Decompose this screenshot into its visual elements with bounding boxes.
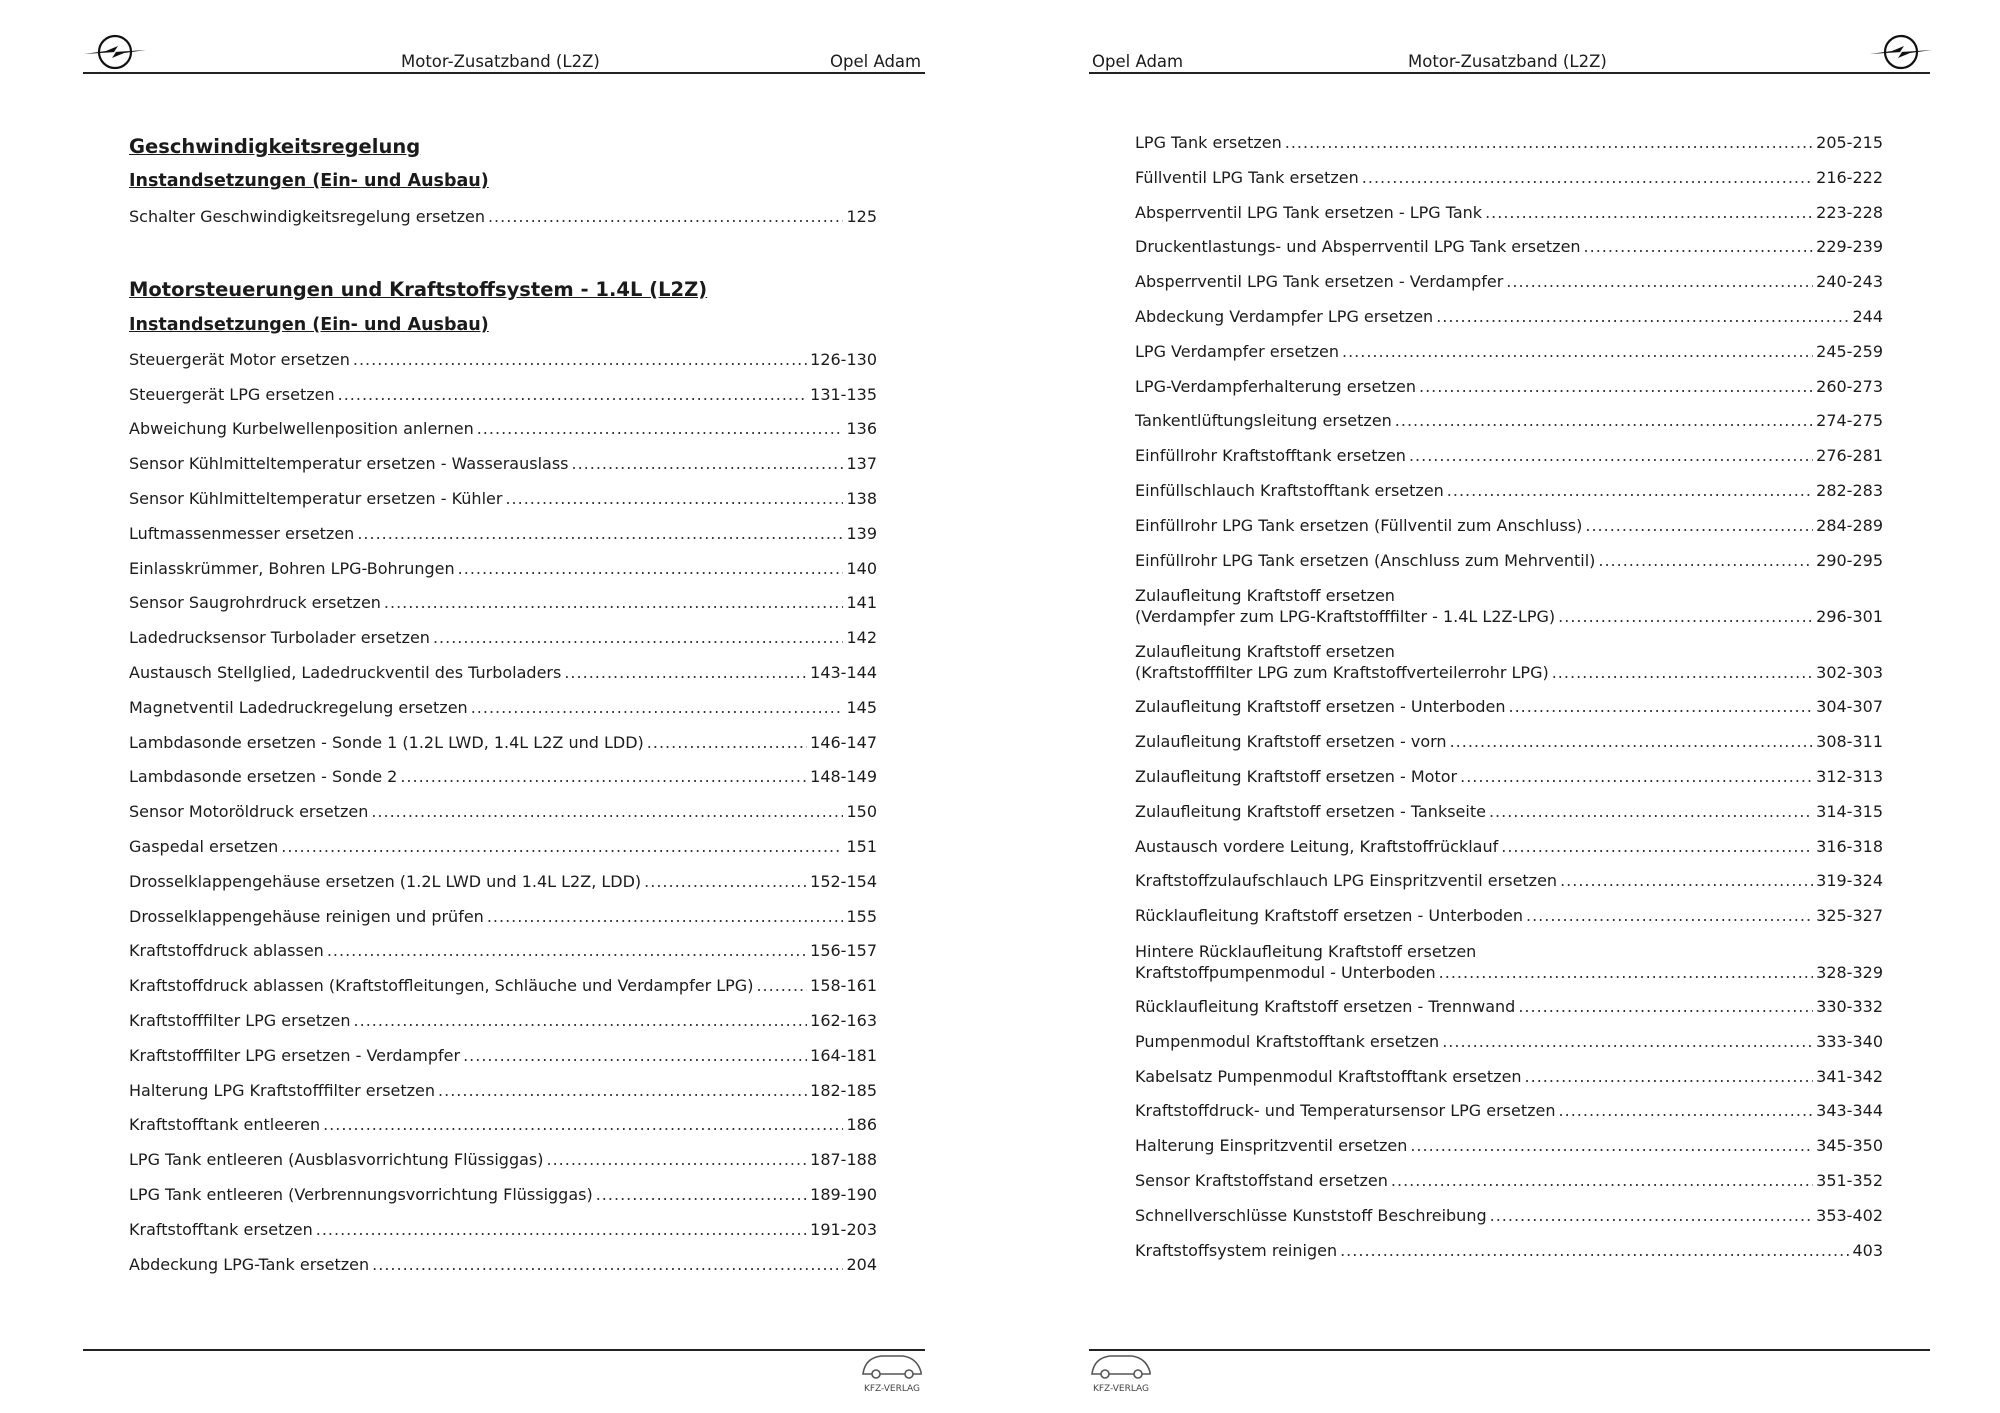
toc-entry[interactable] — [1135, 544, 1883, 579]
dot-leader — [357, 517, 843, 552]
dot-leader — [463, 1039, 807, 1074]
toc-entry[interactable] — [1135, 1164, 1883, 1199]
toc-entry-page: 136 — [846, 419, 877, 439]
toc-entry-title: Schalter Geschwindigkeitsregelung ersetzen — [129, 207, 485, 226]
toc-entry-page: 345-350 — [1816, 1136, 1883, 1156]
dot-leader — [1509, 690, 1814, 725]
toc-entry-page: 245-259 — [1816, 341, 1883, 361]
toc-entry[interactable] — [129, 1178, 877, 1213]
toc-entry-page: 403 — [1852, 1240, 1883, 1260]
toc-entry-page: 137 — [846, 454, 877, 474]
dot-leader — [571, 447, 843, 482]
toc-list — [1135, 126, 1883, 1268]
toc-entry-title: Sensor Motoröldruck ersetzen — [129, 802, 369, 822]
toc-entry-page: 333-340 — [1816, 1031, 1883, 1051]
toc-entry-page: 182-185 — [810, 1080, 877, 1100]
toc-entry[interactable] — [129, 830, 877, 865]
toc-entry-page: 308-311 — [1816, 732, 1883, 752]
toc-list — [129, 343, 877, 1283]
dot-leader — [1410, 1129, 1813, 1164]
toc-entry-title: Kraftstoffdruck ablassen (Kraftstoffleitungen, Schläuche und Verdampfer LPG) — [129, 976, 754, 996]
dot-leader — [1342, 335, 1813, 370]
toc-entry-page: 125 — [846, 207, 877, 226]
toc-entry-page: 319-324 — [1816, 871, 1883, 891]
header-rule — [83, 72, 925, 74]
footer-logo-text: KFZ-VERLAG — [1092, 1384, 1150, 1394]
toc-entry[interactable] — [1135, 795, 1883, 830]
toc-entry[interactable] — [129, 200, 877, 235]
toc-entry-page: 296-301 — [1816, 607, 1883, 627]
toc-entry-page: 304-307 — [1816, 697, 1883, 717]
toc-entry-title: LPG Tank entleeren (Ausblasvorrichtung Flüssiggas) — [129, 1150, 544, 1170]
toc-entry-page: 205-215 — [1816, 133, 1883, 152]
toc-entry-title: Einlasskrümmer, Bohren LPG-Bohrungen — [129, 558, 455, 578]
header-rule — [1089, 72, 1930, 74]
toc-entry-title: Druckentlastungs- und Absperrventil LPG Tank ersetzen — [1135, 237, 1581, 257]
toc-entry-title-line1: Zulaufleitung Kraftstoff ersetzen — [1135, 586, 1395, 606]
toc-entry-title: Lambdasonde ersetzen - Sonde 1 (1.2L LWD, 1.4L L2Z und LDD) — [129, 732, 644, 752]
toc-entry-page: 330-332 — [1816, 996, 1883, 1016]
toc-entry-title: Zulaufleitung Kraftstoff ersetzen - Tankseite — [1135, 801, 1486, 821]
toc-entry-title: Einfüllrohr LPG Tank ersetzen (Anschluss zum Mehrventil) — [1135, 550, 1596, 570]
toc-entry-page: 328-329 — [1816, 962, 1883, 982]
toc-entry-title: Kraftstoffzulaufschlauch LPG Einspritzventil ersetzen — [1135, 871, 1558, 891]
toc-entry[interactable] — [1135, 578, 1883, 634]
section-title: Geschwindigkeitsregelung — [129, 135, 421, 158]
toc-entry[interactable] — [1135, 1060, 1883, 1095]
toc-entry-page: 155 — [846, 906, 877, 926]
toc-entry[interactable] — [129, 1213, 877, 1248]
toc-entry-title: Luftmassenmesser ersetzen — [129, 523, 355, 543]
toc-entry-title: Absperrventil LPG Tank ersetzen - Verdampfer — [1135, 272, 1504, 292]
toc-entry-title: Einfüllrohr Kraftstofftank ersetzen — [1135, 446, 1406, 466]
toc-entry[interactable] — [129, 656, 877, 691]
toc-entry[interactable] — [1135, 1129, 1883, 1164]
toc-entry-page: 139 — [846, 523, 877, 543]
right-page — [1000, 0, 2000, 1413]
toc-entry-page: 186 — [846, 1115, 877, 1135]
dot-leader — [338, 378, 808, 413]
dot-leader — [487, 900, 844, 935]
toc-entry-title: Sensor Kraftstoffstand ersetzen — [1135, 1170, 1388, 1190]
toc-entry-title: Kraftstoffdruck ablassen — [129, 941, 324, 961]
opel-blitz-logo-icon — [1870, 32, 1932, 72]
toc-entry-page: 145 — [846, 697, 877, 717]
toc-entry-title: Magnetventil Ladedruckregelung ersetzen — [129, 697, 468, 717]
toc-entry[interactable] — [129, 726, 877, 761]
dot-leader — [756, 969, 807, 1004]
header-model: Opel Adam — [830, 52, 922, 71]
dot-leader — [1525, 1060, 1814, 1095]
toc-entry-title: (Kraftstofffilter LPG zum Kraftstoffverteilerrohr LPG) — [1135, 663, 1549, 683]
toc-entry[interactable] — [129, 343, 877, 378]
toc-entry-page: 148-149 — [810, 767, 877, 787]
toc-entry[interactable] — [129, 795, 877, 830]
toc-entry[interactable] — [1135, 230, 1883, 265]
dot-leader — [323, 1108, 843, 1143]
toc-entry-page: 140 — [846, 558, 877, 578]
toc-entry-title: Gaspedal ersetzen — [129, 836, 279, 856]
toc-entry[interactable] — [129, 1074, 877, 1109]
toc-entry-title: Zulaufleitung Kraftstoff ersetzen - Motor — [1135, 766, 1458, 786]
toc-entry-page: 325-327 — [1816, 906, 1883, 926]
toc-entry-title: Abdeckung Verdampfer LPG ersetzen — [1135, 306, 1434, 326]
dot-leader — [1585, 509, 1813, 544]
toc-entry-page: 162-163 — [810, 1010, 877, 1030]
toc-entry-page: 189-190 — [810, 1184, 877, 1204]
toc-entry-title: LPG Tank entleeren (Verbrennungsvorrichtung Flüssiggas) — [129, 1184, 593, 1204]
toc-entry-title: Zulaufleitung Kraftstoff ersetzen - vorn — [1135, 732, 1447, 752]
dot-leader — [1552, 662, 1813, 683]
dot-leader — [1598, 544, 1813, 579]
toc-entry-title: Steuergerät LPG ersetzen — [129, 384, 335, 404]
toc-entry-page: 187-188 — [810, 1150, 877, 1170]
toc-entry-title: Kabelsatz Pumpenmodul Kraftstofftank ersetzen — [1135, 1066, 1522, 1086]
dot-leader — [384, 586, 844, 621]
toc-entry-title: Kraftstofftank ersetzen — [129, 1219, 313, 1239]
toc-entry-page: 351-352 — [1816, 1170, 1883, 1190]
toc-entry-title: Schnellverschlüsse Kunststoff Beschreibung — [1135, 1205, 1487, 1225]
toc-entry[interactable] — [129, 517, 877, 552]
toc-entry-page: 274-275 — [1816, 411, 1883, 431]
toc-entry-page: 353-402 — [1816, 1205, 1883, 1225]
toc-entry-page: 314-315 — [1816, 801, 1883, 821]
toc-entry-page: 282-283 — [1816, 480, 1883, 500]
toc-entry[interactable] — [1135, 161, 1883, 196]
dot-leader — [1285, 126, 1813, 161]
toc-entry-page: 138 — [846, 488, 877, 508]
toc-entry-title: Sensor Kühlmitteltemperatur ersetzen - Wasserauslass — [129, 454, 569, 474]
toc-entry-page: 150 — [846, 802, 877, 822]
dot-leader — [1489, 795, 1813, 830]
dot-leader — [488, 200, 843, 235]
toc-entry-title: Kraftstofffilter LPG ersetzen — [129, 1010, 351, 1030]
toc-entry[interactable] — [1135, 864, 1883, 899]
toc-entry[interactable] — [129, 1143, 877, 1178]
toc-entry-title: Kraftstofffilter LPG ersetzen - Verdampfer — [129, 1045, 461, 1065]
toc-entry[interactable] — [129, 934, 877, 969]
toc-entry-title: Steuergerät Motor ersetzen — [129, 349, 350, 369]
toc-entry-page: 143-144 — [810, 662, 877, 682]
toc-entry[interactable] — [129, 378, 877, 413]
toc-entry-title: Halterung LPG Kraftstofffilter ersetzen — [129, 1080, 436, 1100]
toc-entry-title: Drosselklappengehäuse reinigen und prüfen — [129, 906, 484, 926]
toc-entry[interactable] — [129, 691, 877, 726]
toc-entry[interactable] — [1135, 1234, 1883, 1269]
toc-entry[interactable] — [129, 760, 877, 795]
toc-entry[interactable] — [1135, 439, 1883, 474]
toc-entry[interactable] — [129, 1108, 877, 1143]
toc-entry[interactable] — [1135, 830, 1883, 865]
dot-leader — [1558, 606, 1813, 627]
toc-entry[interactable] — [129, 552, 877, 587]
toc-entry-title: Pumpenmodul Kraftstofftank ersetzen — [1135, 1031, 1440, 1051]
toc-entry-page: 126-130 — [810, 349, 877, 369]
dot-leader — [1419, 370, 1813, 405]
toc-entry[interactable] — [1135, 760, 1883, 795]
toc-entry[interactable] — [1135, 1025, 1883, 1060]
toc-entry-page: 284-289 — [1816, 515, 1883, 535]
toc-entry[interactable] — [129, 1248, 877, 1283]
toc-entry-page: 152-154 — [810, 871, 877, 891]
dot-leader — [647, 726, 807, 761]
dot-leader — [316, 1213, 807, 1248]
toc-entry-page: 290-295 — [1816, 550, 1883, 570]
footer-logo-text: KFZ-VERLAG — [863, 1384, 921, 1394]
toc-entry-title: Sensor Kühlmitteltemperatur ersetzen - Kühler — [129, 488, 503, 508]
dot-leader — [372, 1248, 843, 1283]
toc-right — [1135, 126, 1883, 1268]
toc-entry-page: 156-157 — [810, 941, 877, 961]
dot-leader — [1362, 161, 1813, 196]
toc-entry-title: Lambdasonde ersetzen - Sonde 2 — [129, 767, 398, 787]
toc-entry[interactable] — [129, 1039, 877, 1074]
toc-entry[interactable] — [1135, 509, 1883, 544]
dot-leader — [1559, 1094, 1814, 1129]
toc-entry-title: LPG-Verdampferhalterung ersetzen — [1135, 376, 1416, 396]
dot-leader — [1439, 962, 1814, 983]
car-outline-icon — [859, 1350, 925, 1380]
footer-rule — [1089, 1349, 1930, 1351]
toc-entry[interactable] — [1135, 335, 1883, 370]
dot-leader — [1560, 864, 1813, 899]
toc-entry-title: LPG Verdampfer ersetzen — [1135, 341, 1339, 361]
toc-entry-title: Austausch vordere Leitung, Kraftstoffrücklauf — [1135, 836, 1499, 856]
toc-entry-page: 142 — [846, 628, 877, 648]
dot-leader — [477, 412, 844, 447]
toc-entry-title: Zulaufleitung Kraftstoff ersetzen - Unterboden — [1135, 697, 1506, 717]
toc-entry-page: 223-228 — [1816, 202, 1883, 222]
toc-entry-page: 316-318 — [1816, 836, 1883, 856]
toc-entry[interactable] — [129, 482, 877, 517]
toc-entry-page: 260-273 — [1816, 376, 1883, 396]
toc-entry[interactable] — [1135, 725, 1883, 760]
toc-entry[interactable] — [1135, 474, 1883, 509]
footer-logo — [1088, 1350, 1154, 1394]
toc-entry-page: 151 — [846, 836, 877, 856]
toc-entry[interactable] — [1135, 1199, 1883, 1234]
toc-entry-page: 204 — [846, 1254, 877, 1274]
toc-entry[interactable] — [1135, 404, 1883, 439]
toc-entry-page: 244 — [1852, 306, 1883, 326]
dot-leader — [1506, 265, 1813, 300]
toc-list — [129, 200, 877, 235]
toc-entry[interactable] — [1135, 1094, 1883, 1129]
toc-entry-title: Abweichung Kurbelwellenposition anlernen — [129, 419, 474, 439]
toc-entry-title: Absperrventil LPG Tank ersetzen - LPG Tank — [1135, 202, 1483, 222]
section-motorsteuerungen — [129, 273, 877, 1283]
dot-leader — [505, 482, 843, 517]
toc-entry-title: Füllventil LPG Tank ersetzen — [1135, 167, 1359, 187]
toc-entry-page: 141 — [846, 593, 877, 613]
section-title: Motorsteuerungen und Kraftstoffsystem - 1.4L (L2Z) — [129, 277, 708, 301]
toc-entry-page: 341-342 — [1816, 1066, 1883, 1086]
dot-leader — [1436, 300, 1849, 335]
toc-entry-page: 312-313 — [1816, 766, 1883, 786]
car-outline-icon — [1088, 1350, 1154, 1380]
toc-entry[interactable] — [129, 412, 877, 447]
toc-entry-page: 191-203 — [810, 1219, 877, 1239]
dot-leader — [371, 795, 843, 830]
toc-entry[interactable] — [1135, 370, 1883, 405]
dot-leader — [1490, 1199, 1814, 1234]
toc-entry-page: 131-135 — [810, 384, 877, 404]
toc-entry-title: Ladedrucksensor Turbolader ersetzen — [129, 628, 430, 648]
header-model: Opel Adam — [1092, 52, 1184, 71]
dot-leader — [1442, 1025, 1813, 1060]
dot-leader — [564, 656, 807, 691]
toc-entry[interactable] — [129, 447, 877, 482]
toc-entry[interactable] — [1135, 265, 1883, 300]
header-doc-title: Motor-Zusatzband (L2Z) — [401, 52, 600, 71]
dot-leader — [1460, 760, 1813, 795]
toc-entry-title-line1: Hintere Rücklaufleitung Kraftstoff ersetzen — [1135, 941, 1477, 961]
toc-entry[interactable] — [129, 900, 877, 935]
toc-entry-title: Drosselklappengehäuse ersetzen (1.2L LWD und 1.4L L2Z, LDD) — [129, 871, 642, 891]
toc-entry-title: Kraftstoffdruck- und Temperatursensor LPG ersetzen — [1135, 1101, 1556, 1121]
toc-entry[interactable] — [129, 865, 877, 900]
dot-leader — [1391, 1164, 1813, 1199]
dot-leader — [546, 1143, 807, 1178]
toc-entry-page: 229-239 — [1816, 237, 1883, 257]
dot-leader — [433, 621, 844, 656]
toc-entry[interactable] — [1135, 934, 1883, 990]
toc-entry[interactable] — [1135, 196, 1883, 231]
toc-entry-title: Sensor Saugrohrdruck ersetzen — [129, 593, 381, 613]
toc-entry-title: Abdeckung LPG-Tank ersetzen — [129, 1254, 370, 1274]
toc-entry[interactable] — [1135, 300, 1883, 335]
toc-entry[interactable] — [129, 1004, 877, 1039]
toc-entry-page: 302-303 — [1816, 663, 1883, 683]
dot-leader — [1450, 725, 1814, 760]
toc-entry-title: Rücklaufleitung Kraftstoff ersetzen - Trennwand — [1135, 996, 1516, 1016]
dot-leader — [1485, 196, 1813, 231]
dot-leader — [354, 1004, 808, 1039]
toc-entry-title: (Verdampfer zum LPG-Kraftstofffilter - 1.4L L2Z-LPG) — [1135, 607, 1556, 627]
toc-entry[interactable] — [1135, 899, 1883, 934]
toc-entry-page: 240-243 — [1816, 272, 1883, 292]
toc-entry-page: 216-222 — [1816, 167, 1883, 187]
toc-entry-title: Einfüllschlauch Kraftstofftank ersetzen — [1135, 480, 1444, 500]
toc-entry-page: 343-344 — [1816, 1101, 1883, 1121]
dot-leader — [644, 865, 807, 900]
dot-leader — [471, 691, 844, 726]
dot-leader — [400, 760, 807, 795]
toc-entry[interactable] — [1135, 990, 1883, 1025]
dot-leader — [353, 343, 807, 378]
toc-left — [129, 132, 877, 1282]
section-subtitle: Instandsetzungen (Ein- und Ausbau) — [129, 171, 489, 191]
header-doc-title: Motor-Zusatzband (L2Z) — [1408, 52, 1607, 71]
dot-leader — [1526, 899, 1813, 934]
toc-entry[interactable] — [129, 621, 877, 656]
opel-blitz-logo-icon — [84, 32, 146, 72]
dot-leader — [327, 934, 807, 969]
toc-entry[interactable] — [129, 969, 877, 1004]
dot-leader — [438, 1074, 807, 1109]
dot-leader — [1395, 404, 1813, 439]
toc-entry-page: 164-181 — [810, 1045, 877, 1065]
toc-entry-title-line1: Zulaufleitung Kraftstoff ersetzen — [1135, 642, 1395, 662]
toc-entry-page: 276-281 — [1816, 446, 1883, 466]
toc-entry[interactable] — [1135, 634, 1883, 690]
dot-leader — [596, 1178, 807, 1213]
toc-entry-title: Kraftstoffsystem reinigen — [1135, 1240, 1338, 1260]
toc-entry-title: Halterung Einspritzventil ersetzen — [1135, 1136, 1408, 1156]
toc-entry-page: 146-147 — [810, 732, 877, 752]
section-geschwindigkeitsregelung — [129, 132, 877, 235]
dot-leader — [1501, 830, 1813, 865]
footer-logo — [859, 1350, 925, 1394]
section-subtitle: Instandsetzungen (Ein- und Ausbau) — [129, 314, 489, 335]
toc-entry-page: 158-161 — [810, 976, 877, 996]
toc-entry-title: Tankentlüftungsleitung ersetzen — [1135, 411, 1392, 431]
dot-leader — [1447, 474, 1813, 509]
toc-entry[interactable] — [1135, 126, 1883, 161]
toc-entry-title: Austausch Stellglied, Ladedruckventil des Turboladers — [129, 662, 562, 682]
footer-rule — [83, 1349, 925, 1351]
dot-leader — [1584, 230, 1814, 265]
dot-leader — [1409, 439, 1813, 474]
toc-entry-title: Kraftstofftank entleeren — [129, 1115, 321, 1135]
dot-leader — [281, 830, 843, 865]
dot-leader — [458, 552, 844, 587]
dot-leader — [1340, 1234, 1849, 1269]
toc-entry-title: Kraftstoffpumpenmodul - Unterboden — [1135, 962, 1436, 982]
toc-entry-title: LPG Tank ersetzen — [1135, 133, 1282, 152]
dot-leader — [1518, 990, 1813, 1025]
toc-entry-title: Einfüllrohr LPG Tank ersetzen (Füllventil zum Anschluss) — [1135, 515, 1583, 535]
toc-entry-title: Rücklaufleitung Kraftstoff ersetzen - Unterboden — [1135, 906, 1523, 926]
toc-entry[interactable] — [1135, 690, 1883, 725]
toc-entry[interactable] — [129, 586, 877, 621]
